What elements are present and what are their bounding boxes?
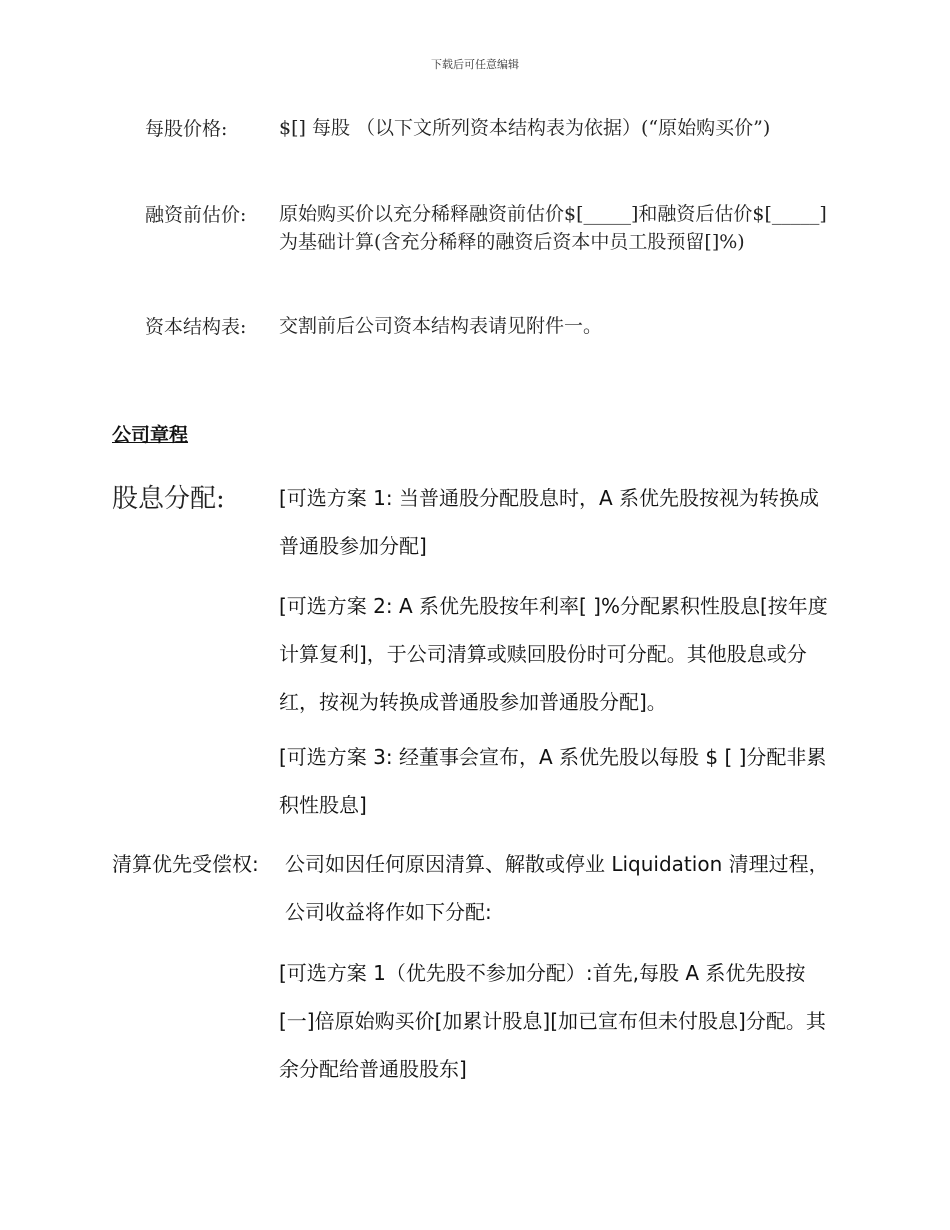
liquidation-intro: 公司如因任何原因清算、解散或停业 Liquidation 清理过程，公司收益将作如下分配: (285, 852, 829, 924)
term-label: 每股价格: (145, 118, 228, 140)
term-value: $[] 每股 （以下文所列资本结构表为依据）(“原始购买价”) (279, 117, 771, 139)
section-title-articles: 公司章程 (112, 424, 189, 446)
term-value: 交割前后公司资本结构表请见附件一。 (279, 315, 603, 337)
dividend-option-3: [可选方案 3: 经董事会宣布，A 系优先股以每股 $ [ ]分配非累积性股息] (279, 745, 827, 817)
term-label: 资本结构表: (145, 316, 247, 338)
liquidation-label: 清算优先受偿权: (112, 852, 259, 876)
page-header-watermark: 下载后可任意编辑 (431, 58, 519, 71)
term-label: 融资前估价: (145, 204, 247, 226)
dividends-label: 股息分配: (112, 484, 225, 514)
dividend-option-2: [可选方案 2: A 系优先股按年利率[ ]%分配累积性股息[按年度计算复利]，于公司清算或赎回股份时可分配。其他股息或分红，按视为转换成普通股参加普通股分配]。 (279, 594, 828, 714)
term-value: 原始购买价以充分稀释融资前估价$[_____]和融资后估价$[_____]为基础计算(含充分稀释的融资后资本中员工股预留[]%) (279, 203, 827, 253)
dividend-option-1: [可选方案 1: 当普通股分配股息时，A 系优先股按视为转换成普通股参加分配] (279, 486, 820, 558)
liquidation-option-1: [可选方案 1（优先股不参加分配）:首先,每股 A 系优先股按[一]倍原始购买价[加累计股息][加已宣布但未付股息]分配。其余分配给普通股股东] (279, 961, 826, 1081)
